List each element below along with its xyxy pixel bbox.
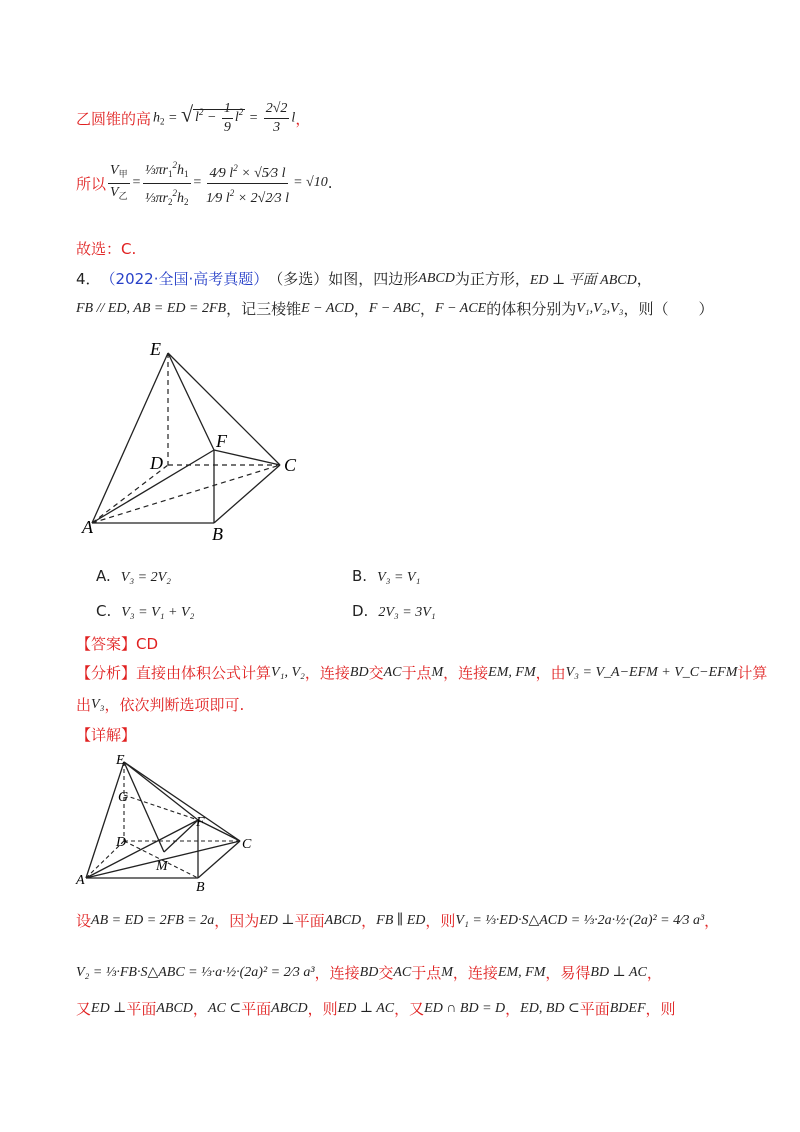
d1-b: AB = ED = 2FB = 2a: [91, 912, 215, 928]
d3-j: ED ⊥ AC: [337, 1001, 395, 1016]
label-A: A: [82, 517, 93, 537]
answer-line: [76, 633, 158, 654]
analysis-v12: V₁, V₂: [271, 664, 305, 680]
d3-o: 平面: [579, 1000, 610, 1018]
q-fb-ed: FB // ED, AB = ED = 2FB: [76, 300, 227, 316]
height-suffix: ，: [295, 109, 311, 128]
fig2-label-C: C: [242, 837, 252, 852]
d3-h: ABCD: [271, 1000, 308, 1016]
q-f-abc: F − ABC: [368, 300, 421, 316]
fig2-label-D: D: [116, 835, 127, 850]
q-text-pyramid: ，记三棱锥: [226, 300, 302, 318]
ratio-prefix: 所以: [76, 174, 107, 193]
label-C: C: [284, 455, 297, 475]
d2-e: AC: [393, 964, 412, 980]
d1-k: ，: [704, 912, 720, 930]
d1-d: ED ⊥: [259, 913, 295, 928]
detail-line-1: [76, 910, 719, 931]
question-type: （多选）如图，四边形: [268, 270, 419, 288]
analysis-v3: V₃: [91, 696, 105, 712]
d1-h: FB ∥ ED: [376, 913, 426, 928]
d1-i: ，则: [425, 912, 456, 930]
analysis-t3: 交: [368, 664, 384, 682]
d2-c: BD: [359, 964, 379, 980]
label-D: D: [150, 453, 163, 473]
label-E: E: [150, 339, 161, 359]
d3-n: ED, BD ⊂: [520, 1001, 580, 1016]
fig2-label-E: E: [116, 753, 125, 768]
d3-f: AC ⊂: [207, 1001, 242, 1016]
q-abcd: ABCD: [418, 270, 455, 286]
fig2-label-M: M: [156, 859, 168, 874]
fig2-label-G: G: [118, 790, 129, 805]
d2-j: ，易得: [545, 964, 591, 982]
d1-f: ABCD: [324, 912, 362, 928]
question-number: 4．: [76, 270, 101, 288]
option-b[interactable]: B. V₃ = V₁: [352, 567, 421, 585]
d1-j: V₁ = ⅓·ED·S△ACD = ⅓·2a·½·(2a)² = 4⁄3 a³: [455, 913, 705, 928]
d3-k: ，又: [394, 1000, 425, 1018]
d3-a: 又: [76, 1000, 92, 1018]
ratio-suffix: .: [327, 174, 333, 192]
q-comma: ，: [636, 270, 652, 288]
option-a[interactable]: A. V₃ = 2V₂: [96, 567, 172, 585]
d3-b: ED ⊥: [91, 1001, 127, 1016]
d1-a: 设: [76, 912, 92, 930]
d3-m: ，: [505, 1000, 521, 1018]
option-c[interactable]: C. V₃ = V₁ + V₂: [96, 602, 195, 620]
answer-label: 【答案】: [76, 635, 137, 653]
q-comma-2: ，: [353, 300, 369, 318]
analysis-t7: 计算: [737, 664, 768, 682]
analysis-t8: 出: [76, 696, 92, 714]
fig2-label-B: B: [196, 880, 205, 892]
analysis-t2: ，连接: [304, 664, 350, 682]
analysis-t4: 于点: [401, 664, 432, 682]
q-v123: V₁,V₂,V₃: [576, 300, 624, 316]
question-line-1: [76, 268, 652, 289]
d3-d: ABCD: [156, 1000, 193, 1016]
d2-f: 于点: [411, 964, 442, 982]
d2-b: ，连接: [314, 964, 360, 982]
q-square: 为正方形，: [454, 270, 530, 288]
option-d[interactable]: D. 2V₃ = 3V₁: [352, 602, 436, 620]
height-formula: $h_2$ = √ $l^2$ − $\frac{1}{9}$ $l^2$ = $\frac{2√2}{3}$ l: [153, 100, 296, 135]
d2-k: BD ⊥ AC: [590, 965, 647, 980]
analysis-t5: ，连接: [443, 664, 489, 682]
d1-e: 平面: [294, 912, 325, 930]
q-ed-perp: ED ⊥ 平面 ABCD: [529, 272, 637, 288]
detail-figure: [74, 752, 264, 892]
question-line-2: [76, 298, 714, 319]
question-source[interactable]: （2022·全国·高考真题）: [100, 270, 269, 288]
q-e-acd: E − ACD: [301, 300, 354, 316]
d1-c: ，因为: [214, 912, 260, 930]
label-F: F: [216, 431, 227, 451]
analysis-m: M: [431, 664, 444, 680]
pyramid-figure: [80, 335, 320, 545]
q-comma-3: ，: [420, 300, 436, 318]
d3-c: 平面: [126, 1000, 157, 1018]
q-volumes-text: 的体积分别为: [486, 300, 577, 318]
analysis-formula: V₃ = V_A−EFM + V_C−EFM: [565, 664, 738, 680]
analysis-t6: ，由: [535, 664, 566, 682]
d3-q: ，则: [645, 1000, 676, 1018]
d2-i: EM, FM: [497, 964, 546, 980]
analysis-bd: BD: [349, 664, 369, 680]
d3-l: ED ∩ BD = D: [424, 1000, 506, 1016]
d2-h: ，连接: [452, 964, 498, 982]
height-line: [76, 100, 310, 136]
label-B: B: [212, 524, 223, 544]
ratio-line: [76, 148, 332, 218]
detail-label: 【详解】: [76, 726, 137, 744]
d3-i: ，则: [307, 1000, 338, 1018]
analysis-t9: ，依次判断选项即可.: [104, 696, 245, 714]
analysis-emfm: EM, FM: [488, 664, 536, 680]
fig2-label-F: F: [196, 815, 205, 830]
prev-answer: 故选：C.: [76, 240, 137, 258]
detail-line-2: [76, 962, 662, 983]
d2-l: ，: [646, 964, 662, 982]
detail-line-3: [76, 998, 676, 1019]
d2-d: 交: [378, 964, 394, 982]
analysis-ac: AC: [383, 664, 402, 680]
analysis-label: 【分析】: [76, 664, 137, 682]
height-prefix: 乙圆锥的高: [76, 109, 152, 128]
analysis-line-2: [76, 694, 244, 715]
d3-g: 平面: [241, 1000, 272, 1018]
analysis-t1: 直接由体积公式计算: [136, 664, 272, 682]
d3-e: ，: [192, 1000, 208, 1018]
d2-a: V₂ = ⅓·FB·S△ABC = ⅓·a·½·(2a)² = 2⁄3 a³: [76, 965, 315, 980]
analysis-line-1: [76, 662, 767, 683]
q-ze: ，则（ ）: [623, 300, 714, 318]
ratio-formula: $\frac{V_甲}{V_乙}$ = $\frac{\frac{1}{3}\pi r_1^2h_1}{\frac{1}{3}\pi r_2^2h_2}$ = $\frac{4⁄9 l^2 \times √5⁄3 l}{1⁄9 l^2 \times 2√2⁄3 l}$ = √10: [106, 156, 328, 211]
fig2-label-A: A: [76, 873, 85, 888]
d1-g: ，: [361, 912, 377, 930]
q-f-ace: F − ACE: [435, 300, 487, 316]
d3-p: BDEF: [609, 1000, 646, 1016]
answer-value: CD: [136, 635, 159, 653]
d2-g: M: [441, 964, 453, 980]
